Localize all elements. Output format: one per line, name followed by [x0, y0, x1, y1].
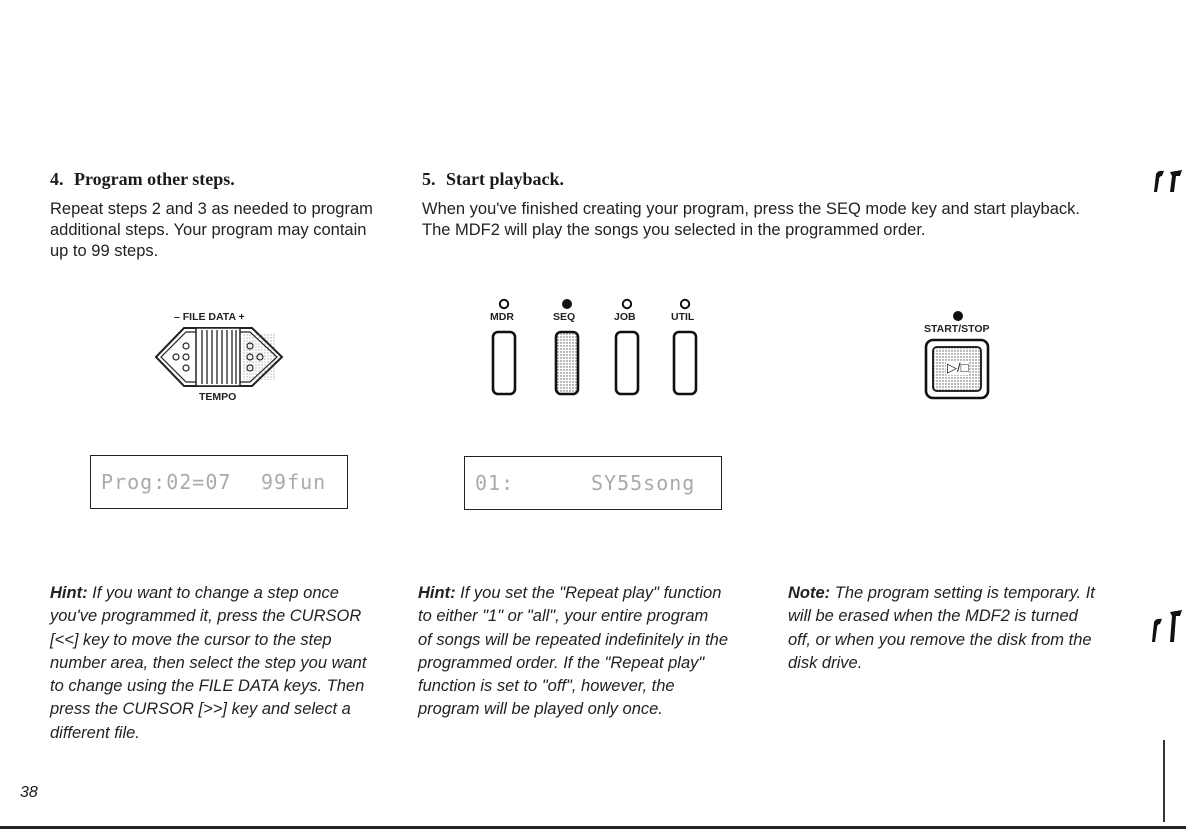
hint-line: function is set to "off", however, the	[418, 677, 675, 696]
mode-key-label: SEQ	[553, 311, 576, 323]
hint-line: to either "1" or "all", your entire program	[418, 607, 709, 626]
start-stop-button[interactable]	[918, 310, 998, 402]
step4-number: 4.	[50, 169, 64, 189]
note-lead: Note:	[788, 584, 831, 602]
step5-line: When you've finished creating your program, press the SEQ mode key and start playback.	[422, 200, 1080, 218]
hint-line: of songs will be repeated indefinitely in the	[418, 630, 729, 649]
file-data-dial[interactable]	[144, 322, 292, 392]
note-line: will be erased when the MDF2 is turned	[788, 607, 1078, 626]
step4-line: additional steps. Your program may contain	[50, 221, 367, 239]
step4-body	[50, 199, 400, 262]
step4-line: up to 99 steps.	[50, 242, 159, 260]
hint-line: If you want to change a step once	[92, 584, 339, 602]
note-block	[788, 582, 1133, 675]
lcd-text-right-1: 01:	[475, 471, 515, 495]
key-cap	[491, 330, 517, 396]
lcd-text-left-1: Prog:02=07	[101, 470, 232, 494]
key-cap	[672, 330, 698, 396]
file-data-label: – FILE DATA +	[174, 311, 245, 323]
led-on-icon	[561, 298, 573, 310]
lcd-text-right-2: SY55song	[591, 471, 696, 495]
mode-key-label: UTIL	[671, 311, 695, 323]
step5-title: Start playback.	[446, 169, 565, 189]
hint-line: programmed order. If the "Repeat play"	[418, 653, 705, 672]
margin-rule	[1163, 740, 1165, 822]
tempo-label: TEMPO	[199, 391, 237, 403]
bottom-rule	[0, 826, 1186, 829]
hint-line: If you set the "Repeat play" function	[460, 584, 722, 602]
mode-key-job[interactable]	[607, 298, 647, 398]
play-stop-icon: ▷/□	[947, 360, 969, 375]
key-cap-pressed	[554, 330, 580, 396]
step5-line: The MDF2 will play the songs you selected in the programmed order.	[422, 221, 926, 239]
corner-mark-mid-right	[1146, 606, 1186, 646]
led-on-icon	[952, 310, 964, 322]
step4-heading	[50, 169, 235, 190]
mode-key-label: MDR	[490, 311, 514, 323]
note-line: off, or when you remove the disk from the	[788, 630, 1092, 649]
note-line: The program setting is temporary. It	[834, 584, 1095, 602]
hint-line: number area, then select the step you want	[50, 653, 367, 672]
hint-line: to change using the FILE DATA keys. Then	[50, 677, 365, 696]
page-number: 38	[20, 784, 38, 801]
lcd-text-left-2: 99fun	[261, 470, 327, 494]
hint-line: press the CURSOR [>>] key and select a	[50, 700, 351, 719]
step5-number: 5.	[422, 169, 436, 189]
hint1-lead: Hint:	[50, 584, 88, 602]
hint-block-1	[50, 582, 395, 745]
mode-key-label: JOB	[614, 311, 636, 323]
lcd-display-left	[90, 455, 348, 509]
step4-title: Program other steps.	[74, 169, 235, 189]
hint-line: you've programmed it, press the CURSOR	[50, 607, 362, 626]
step4-line: Repeat steps 2 and 3 as needed to program	[50, 200, 373, 218]
lcd-display-right	[464, 456, 722, 510]
led-off-icon	[498, 298, 510, 310]
hint-block-2	[418, 582, 763, 722]
mode-key-mdr[interactable]	[484, 298, 524, 398]
corner-mark-top-right	[1146, 166, 1186, 196]
mode-key-util[interactable]	[665, 298, 705, 398]
hint-line: [<<] key to move the cursor to the step	[50, 630, 332, 649]
led-off-icon	[621, 298, 633, 310]
key-cap	[614, 330, 640, 396]
note-line: disk drive.	[788, 653, 863, 672]
hint-line: program will be played only once.	[418, 700, 663, 719]
led-off-icon	[679, 298, 691, 310]
hint2-lead: Hint:	[418, 584, 456, 602]
start-stop-label: START/STOP	[924, 323, 990, 335]
step5-body	[422, 199, 1142, 241]
hint-line: different file.	[50, 723, 140, 742]
mode-key-seq[interactable]	[547, 298, 587, 398]
step5-heading	[422, 169, 564, 190]
